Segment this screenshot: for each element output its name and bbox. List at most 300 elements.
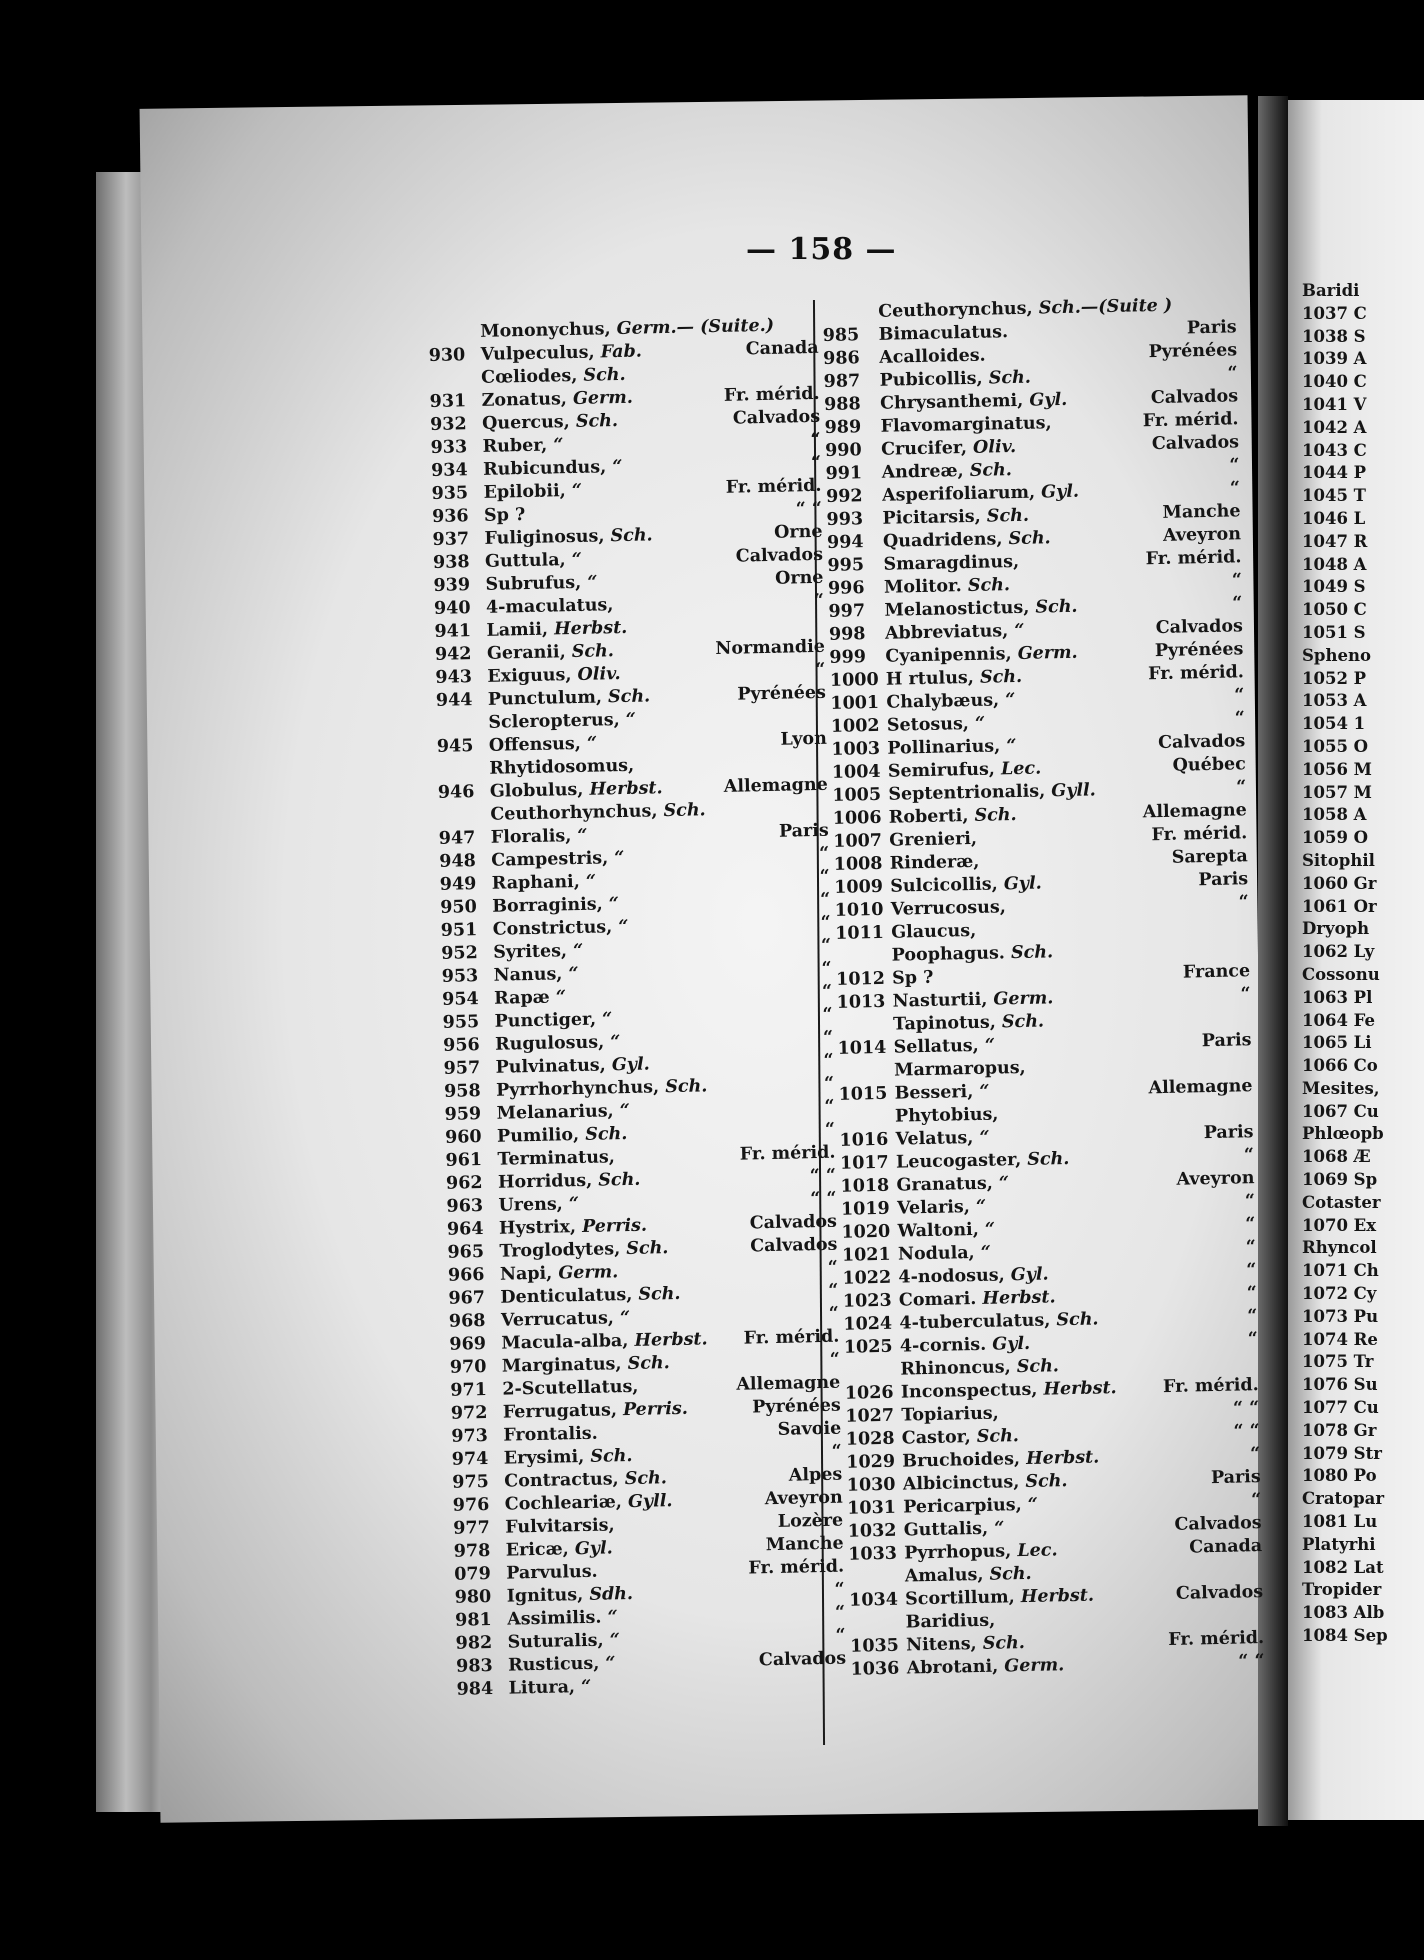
facing-page-line: 1061 Or [1302, 896, 1377, 916]
facing-page-line: 1070 Ex [1302, 1215, 1377, 1235]
facing-page-line: 1047 R [1302, 531, 1368, 551]
facing-page-line: 1045 T [1302, 486, 1366, 506]
species-name: Tapinotus, [892, 1012, 997, 1035]
entry-number [822, 317, 878, 318]
author-name: “ [586, 733, 598, 754]
locality: “ [1227, 363, 1238, 384]
species-name: Rhinoncus, [900, 1357, 1011, 1380]
locality: Manche [1162, 501, 1241, 523]
facing-page-line: 1079 Str [1302, 1443, 1382, 1463]
entry-number: 959 [444, 1104, 482, 1125]
author-name: “ [555, 987, 567, 1008]
locality: “ [1234, 685, 1245, 706]
locality: “ [824, 1119, 836, 1140]
author-name: Sch. [571, 641, 615, 663]
species-name: Verrucosus, [890, 897, 1007, 920]
entry-number: 991 [825, 463, 863, 484]
species-name: Setosus, [886, 714, 970, 736]
species-name: Ericæ, [505, 1539, 569, 1561]
entry-number: 1028 [845, 1428, 895, 1450]
entry-number: 998 [828, 624, 866, 645]
author-name: Sch. [585, 1124, 628, 1145]
species-name: Litura, [508, 1677, 576, 1699]
locality: Paris [1210, 1467, 1261, 1489]
species-name: Smaragdinus, [883, 551, 1020, 575]
author-name: Sch. [979, 666, 1023, 688]
locality: Pyrénées [737, 682, 827, 705]
species-name: Phytobius, [894, 1104, 999, 1127]
entry-number: 934 [430, 460, 468, 481]
entry-number: 1005 [832, 784, 882, 806]
author-name: Perris. [622, 1398, 689, 1421]
species-name: Constrictus, [492, 917, 613, 940]
author-name: “ [619, 1307, 631, 1329]
author-name: “ [994, 1518, 1005, 1539]
species-name: Septentrionalis, [888, 781, 1046, 805]
facing-page-line: Cossonu [1302, 964, 1380, 984]
species-name: Scortillum, [904, 1587, 1015, 1610]
entry-number: 1025 [843, 1336, 893, 1358]
species-name: Semirufus, [887, 759, 996, 782]
locality: “ [819, 889, 831, 910]
species-name: Molitor. [883, 576, 963, 598]
entry-number: 973 [451, 1425, 489, 1447]
entry-number: 968 [448, 1311, 486, 1332]
facing-page-line: 1040 C [1302, 372, 1367, 392]
species-name: Inconspectus, [900, 1379, 1038, 1403]
species-name: Baridius, [905, 1610, 996, 1633]
entry-number: 1027 [845, 1405, 895, 1427]
facing-page-line: Sitophil [1302, 850, 1375, 870]
entry-number: 981 [454, 1609, 492, 1631]
author-name: “ [625, 709, 637, 730]
species-name: Punctulum, [487, 687, 603, 710]
locality: “ [827, 1257, 839, 1278]
entry-number: 1032 [847, 1520, 897, 1542]
species-name: Pollinarius, [887, 736, 1001, 759]
locality: Aveyron [764, 1487, 843, 1510]
author-name: “ [610, 1032, 621, 1053]
author-name: “ [580, 1676, 592, 1698]
entry-number: 1029 [846, 1451, 896, 1473]
entry-number: 982 [455, 1632, 493, 1654]
entry-number: 958 [443, 1081, 481, 1102]
locality: Fr. mérid. [739, 1142, 836, 1165]
locality: Calvados [749, 1211, 838, 1234]
author-name: “ [980, 1242, 992, 1263]
entry-number: 938 [432, 552, 470, 573]
entry-number: 948 [439, 851, 477, 872]
locality: Fr. mérid. [748, 1556, 845, 1579]
author-name: Sch. [989, 1563, 1032, 1585]
locality: “ “ [809, 1165, 837, 1187]
facing-page-line: 1059 O [1302, 828, 1369, 848]
facing-page-line: 1068 Æ [1302, 1147, 1371, 1167]
locality: Calvados [735, 544, 824, 567]
facing-page-line: 1058 A [1302, 805, 1367, 825]
species-name: Quercus, [481, 412, 570, 434]
species-name: Cyanipennis, [885, 644, 1012, 667]
species-name: Napi, [499, 1263, 553, 1285]
species-name: Guttalis, [903, 1518, 989, 1541]
species-name: Ignitus, [506, 1585, 584, 1607]
facing-page-line: 1060 Gr [1302, 873, 1377, 893]
author-name: “ [614, 848, 625, 869]
author-name: “ [1027, 1494, 1039, 1515]
author-name: “ [577, 825, 588, 846]
author-name: Sch. [638, 1283, 681, 1305]
entry-number: 1001 [830, 692, 880, 714]
locality: Pyrénées [1154, 639, 1244, 662]
species-name: Pyrrhopus, [904, 1541, 1012, 1564]
locality: “ [821, 958, 832, 979]
author-name: Sch. [974, 805, 1017, 826]
species-name: Offensus, [488, 733, 582, 756]
species-name: Bimaculatus. [878, 322, 1009, 345]
entry-number: 1024 [843, 1313, 893, 1335]
entry-number: 970 [449, 1357, 487, 1378]
locality: “ “ [795, 498, 823, 520]
author-name: Sch. [969, 460, 1013, 481]
locality: “ [835, 1625, 846, 1646]
author-name: “ [1005, 690, 1016, 711]
entry-number [839, 1122, 895, 1123]
locality: Lyon [780, 728, 828, 750]
facing-page-line: 1080 Po [1302, 1466, 1377, 1486]
author-name: “ [979, 1127, 990, 1148]
species-name: 4-cornis. [899, 1334, 987, 1357]
species-name: 4-tuberculatus, [899, 1310, 1051, 1334]
locality: Fr. mérid. [725, 475, 822, 498]
author-name: “ [605, 1653, 616, 1674]
species-name: Pulvinatus, [495, 1055, 606, 1078]
author-name: Herbst. [1025, 1447, 1100, 1469]
entry-number: 1009 [834, 876, 884, 898]
locality: Calvados [758, 1648, 847, 1671]
locality: “ [1232, 593, 1243, 614]
page-number: — 158 — [746, 232, 897, 267]
species-name: Syrites, [493, 941, 568, 963]
species-name: Abbreviatus, [884, 621, 1009, 644]
author-name: Oliv. [577, 664, 621, 685]
entry-number: 957 [443, 1058, 481, 1079]
locality: “ [834, 1602, 846, 1623]
entry-number: 1006 [832, 807, 882, 829]
locality: Fr. mérid. [1145, 547, 1242, 570]
entry-number: 992 [825, 486, 863, 507]
species-name: Sellatus, [893, 1035, 979, 1058]
locality: “ [813, 590, 825, 611]
locality: Pyrénées [752, 1395, 841, 1418]
locality: Lozère [777, 1510, 844, 1532]
author-name: Germ.— (Suite.) [616, 315, 775, 340]
facing-page-line: 1065 Li [1302, 1033, 1372, 1053]
species-name: Ferrugatus, [502, 1400, 618, 1423]
author-name: “ [984, 1035, 996, 1056]
locality: “ [1247, 1329, 1259, 1350]
species-name: Abrotani, [906, 1656, 999, 1679]
entry-number: 986 [822, 348, 860, 369]
author-name: “ [585, 871, 597, 892]
entry-number: 941 [434, 621, 472, 642]
entry-number [837, 1030, 893, 1031]
author-name: “ [571, 549, 583, 571]
facing-page-line: Dryoph [1302, 919, 1370, 939]
author-name: Herbst. [1020, 1585, 1095, 1608]
author-name: Herbst. [553, 617, 628, 640]
author-name: Gyl. [992, 1333, 1031, 1355]
author-name: Sch. [982, 1633, 1026, 1654]
facing-page-line: 1046 L [1302, 508, 1366, 528]
entry-number: 962 [445, 1173, 483, 1194]
locality: “ [823, 1073, 835, 1094]
facing-page-line: 1081 Lu [1302, 1512, 1378, 1532]
locality: Calvados [732, 406, 821, 429]
entry-number: 994 [826, 532, 864, 553]
locality: “ [1240, 984, 1251, 1005]
species-name: Rusticus, [507, 1653, 600, 1676]
author-name: Gyl. [574, 1538, 613, 1560]
species-name: Exiguus, [487, 665, 572, 687]
right-column [822, 293, 1265, 1681]
species-name: Acalloides. [878, 345, 986, 368]
entry-number: 1022 [842, 1267, 892, 1289]
locality: “ [829, 1349, 841, 1370]
locality: Aveyron [1176, 1168, 1255, 1190]
author-name: Herbst. [634, 1329, 708, 1351]
species-name: Pumilio, [496, 1125, 580, 1147]
locality: Québec [1172, 754, 1246, 776]
author-name: Perris. [581, 1215, 648, 1237]
author-name: Sch. [610, 525, 653, 547]
entry-number: 949 [439, 874, 477, 895]
entry-number: 932 [429, 414, 467, 435]
facing-page-line: 1038 S [1302, 326, 1366, 346]
locality: Fr. mérid. [1142, 409, 1239, 432]
entry-number: 1019 [840, 1198, 890, 1220]
species-name: Marmaropus, [893, 1057, 1026, 1081]
locality: Paris [1203, 1122, 1254, 1144]
locality: “ [822, 1027, 834, 1048]
species-name: Pubicollis, [879, 368, 983, 391]
locality: Paris [778, 820, 829, 842]
facing-page-line: 1076 Su [1302, 1375, 1378, 1395]
author-name: Sch. [598, 1169, 641, 1191]
author-name: “ [568, 1194, 580, 1215]
species-name: Denticulatus, [500, 1284, 633, 1308]
locality: Paris [1198, 869, 1249, 891]
species-name: Contractus, [504, 1469, 619, 1492]
locality: “ [822, 1004, 833, 1025]
author-name: “ [587, 572, 598, 593]
facing-page-line: 1042 A [1302, 417, 1367, 437]
author-name: Germ. [558, 1262, 619, 1284]
entry-number: 1035 [849, 1635, 900, 1657]
entry-number: 966 [447, 1265, 485, 1286]
locality: Allemagne [1142, 800, 1247, 823]
author-name: “ [571, 480, 583, 502]
facing-page-line: 1084 Sep [1302, 1626, 1388, 1646]
locality: Calvados [750, 1234, 838, 1257]
author-name: Sch. [1025, 1471, 1068, 1492]
facing-page-line: 1074 Re [1302, 1329, 1378, 1349]
species-name: Rapæ [493, 987, 550, 1009]
author-name: “ [553, 435, 564, 456]
species-name: 2-Scutellatus, [502, 1376, 639, 1400]
author-name: Germ. [1004, 1655, 1065, 1677]
author-name: Gyl. [1003, 873, 1042, 895]
author-name: “ [601, 1009, 613, 1030]
locality: “ [1244, 1191, 1256, 1212]
entry-number: 983 [455, 1655, 493, 1677]
author-name: Sch. [1035, 596, 1078, 618]
entry-number: 972 [450, 1402, 488, 1424]
species-name: Terminatus, [497, 1147, 616, 1170]
species-name: Albicinctus, [902, 1472, 1020, 1495]
species-name: Rhytidosomus, [489, 755, 635, 779]
entry-number: 984 [456, 1678, 494, 1700]
locality: “ [1245, 1237, 1257, 1258]
entry-number: 1010 [834, 899, 884, 921]
locality: “ [1247, 1306, 1258, 1327]
species-name: Parvulus. [506, 1561, 598, 1584]
entry-number: 1030 [846, 1474, 896, 1496]
locality: Alpes [788, 1464, 843, 1486]
facing-page-line: 1072 Cy [1302, 1284, 1377, 1304]
author-name: Gyl. [611, 1054, 650, 1076]
facing-page-line: 1052 P [1302, 668, 1367, 688]
facing-page-line: 1056 M [1302, 759, 1372, 779]
author-name: Gyl. [1010, 1264, 1049, 1286]
entry-number: 945 [436, 736, 474, 757]
species-name: Chalybæus, [886, 690, 1000, 713]
entry-number [428, 337, 480, 338]
locality: Canada [1189, 1536, 1263, 1558]
species-name: Picitarsis, [882, 506, 981, 529]
entry-number: 1002 [830, 715, 880, 737]
author-name: Gyll. [627, 1491, 673, 1513]
entry-number: 990 [824, 440, 862, 461]
left-column [428, 314, 847, 1702]
author-name: “ [975, 1196, 987, 1217]
entry-number [429, 383, 481, 384]
locality: “ [1234, 708, 1246, 729]
entry-number: 1012 [835, 968, 886, 990]
entry-number: 950 [440, 897, 478, 918]
facing-page-line: 1069 Sp [1302, 1170, 1378, 1190]
species-name: Geranii, [486, 642, 566, 664]
facing-page-line: 1078 Gr [1302, 1420, 1377, 1440]
species-name: Floralis, [490, 826, 572, 848]
locality: Pyrénées [1148, 340, 1238, 363]
facing-page-line: 1044 P [1302, 463, 1367, 483]
species-name: Pyrrhorhynchus, [495, 1077, 660, 1101]
entry-number: 936 [431, 506, 469, 527]
entry-number: 996 [827, 578, 865, 599]
locality: “ [1229, 478, 1241, 499]
facing-page-line: 1039 A [1302, 349, 1367, 369]
entry-number: 1031 [847, 1497, 897, 1519]
author-name: Sch. [1027, 1149, 1070, 1170]
entry-number [844, 1375, 900, 1376]
entry-number [850, 1628, 906, 1629]
facing-page-line: 1071 Ch [1302, 1261, 1379, 1281]
locality: “ “ [810, 1188, 837, 1210]
author-name: Sch. [988, 367, 1032, 389]
locality: Fr. mérid. [1168, 1628, 1265, 1651]
entry-number: 960 [444, 1127, 482, 1148]
entry-number: 931 [429, 391, 467, 412]
facing-page-line: Cratopar [1302, 1489, 1385, 1509]
facing-page-line: 1057 M [1302, 782, 1372, 802]
author-name: Lec. [1017, 1540, 1058, 1562]
species-name: Epilobii, [483, 481, 566, 503]
entry-number: 999 [829, 647, 867, 668]
entry-number: 939 [433, 575, 471, 596]
author-name: Gyl. [1029, 389, 1068, 411]
species-name: H rtulus, [885, 667, 975, 690]
author-name: Sch. [986, 505, 1030, 527]
author-name: “ [608, 894, 620, 915]
species-name: Velaris, [896, 1197, 971, 1219]
entry-number: 1011 [835, 922, 885, 944]
locality: Calvados [1155, 616, 1244, 639]
locality: Fr. mérid. [1147, 662, 1245, 685]
species-name: Rugulosus, [494, 1032, 605, 1055]
author-name: Sch. [627, 1353, 670, 1375]
author-name: Sch. [663, 800, 706, 822]
locality: “ [810, 452, 822, 474]
facing-page-line: 1082 Lat [1302, 1557, 1384, 1577]
species-name: Nanus, [493, 964, 563, 986]
author-name: “ [618, 916, 629, 938]
species-name: Bruchoides, [902, 1449, 1021, 1472]
entry-number: 1015 [838, 1083, 888, 1105]
locality: “ [1245, 1214, 1256, 1235]
locality: Allemagne [736, 1372, 841, 1395]
locality: “ “ [1238, 1651, 1265, 1672]
entry-number: 1033 [848, 1543, 898, 1565]
species-name: Fuliginosus, [484, 526, 605, 549]
author-name: Herbst. [1043, 1378, 1117, 1400]
entry-number: 947 [438, 828, 476, 849]
facing-page-line: 1048 A [1302, 554, 1367, 574]
entry-number: 1016 [839, 1129, 889, 1151]
entry-number: 1007 [833, 830, 883, 852]
species-name: Frontalis. [503, 1423, 598, 1446]
entry-number: 1023 [842, 1290, 892, 1312]
entry-number: 930 [428, 345, 466, 366]
locality: Sarepta [1171, 846, 1248, 868]
author-name: “ [572, 940, 584, 962]
facing-page-line: 1043 C [1302, 440, 1367, 460]
author-name: Sch. [1010, 942, 1054, 964]
entry-number: 1020 [841, 1221, 891, 1243]
locality: Orne [774, 567, 824, 589]
locality: “ [821, 981, 833, 1002]
facing-page-line: Mesites, [1302, 1078, 1380, 1098]
locality: Allemagne [723, 774, 828, 797]
entry-number: 955 [442, 1012, 480, 1033]
species-name: Campestris, [491, 848, 609, 871]
facing-page-line: 1066 Co [1302, 1056, 1378, 1076]
species-name: Sp ? [483, 505, 526, 526]
facing-page-line: 1055 O [1302, 736, 1369, 756]
facing-page-line: Cotaster [1302, 1192, 1381, 1212]
author-name: “ [1006, 736, 1017, 757]
facing-page-line: 1064 Fe [1302, 1010, 1375, 1030]
locality: “ [810, 429, 821, 451]
